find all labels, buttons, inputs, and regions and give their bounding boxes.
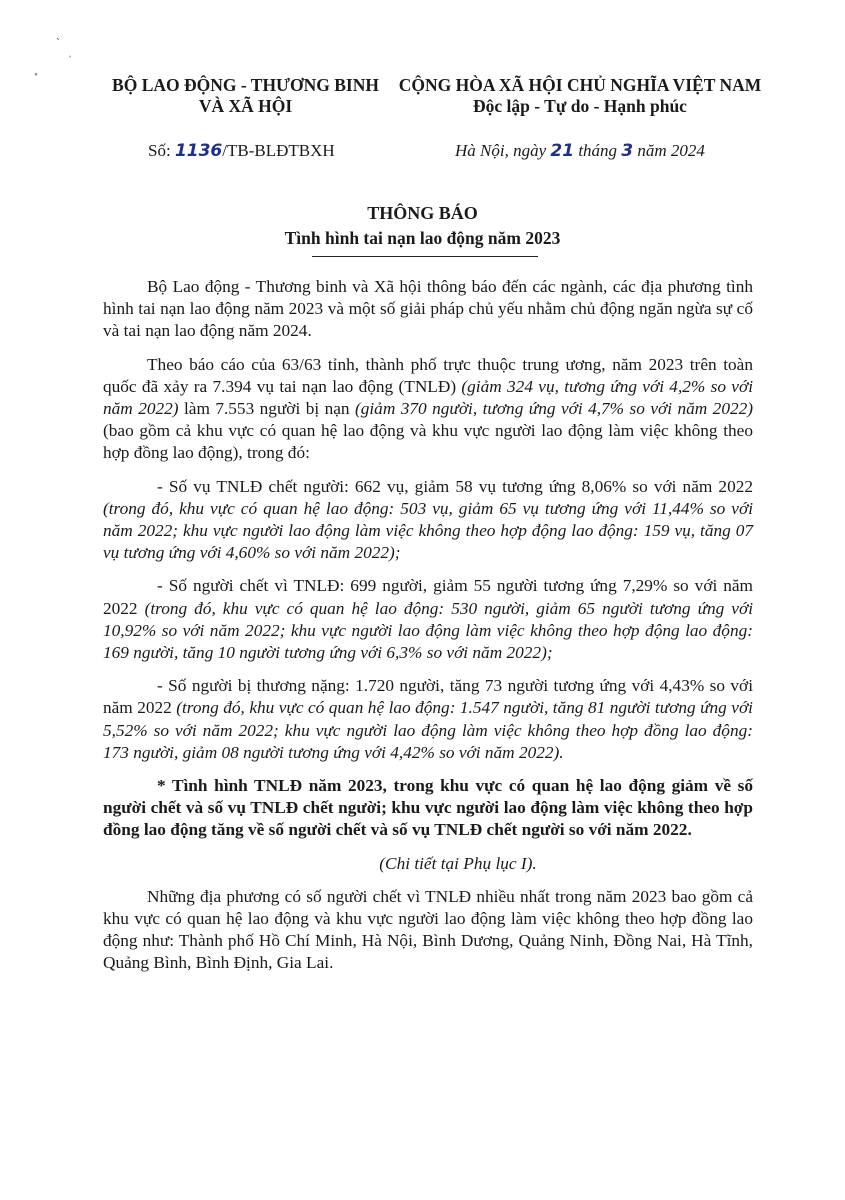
scan-speck: ˴ <box>56 30 60 44</box>
motto: Độc lập - Tự do - Hạnh phúc <box>473 96 687 116</box>
serious-injuries-item: - Số người bị thương nặng: 1.720 người, tăng 73 người tương ứng với 4,43% so với năm 2022 (trong đó, khu vực có quan hệ lao động: 1.547 người, tăng 81 người tương ứng với 5,52% so với năm 2022; khu vực người lao động làm việc không theo hợp đồng lao động: 173 người, giảm 08 người tương ứng với 4,42% so với năm 2022). <box>103 676 753 762</box>
localities-paragraph: Những địa phương có số người chết vì TNLĐ nhiều nhất trong năm 2023 bao gồm cả khu vực có quan hệ lao động và khu vực người lao động làm việc không theo hợp đồng lao động như: Thành phố Hồ Chí Minh, Hà Nội, Bình Dương, Quảng Ninh, Đồng Nai, Hà Tĩnh, Quảng Bình, Bình Định, Gia Lai. <box>103 886 753 973</box>
document-subtitle: Tình hình tai nạn lao động năm 2023 <box>284 228 561 248</box>
scan-speck: ˌ <box>68 44 72 58</box>
document-number: Số: 1136/TB-BLĐTBXH <box>148 141 335 161</box>
document-title: THÔNG BÁO <box>367 203 478 223</box>
intro-paragraph: Bộ Lao động - Thương binh và Xã hội thông báo đến các ngành, các địa phương tình hình tai nạn lao động năm 2023 và một số giải pháp chủ yếu nhằm chủ động ngăn ngừa sự cố và tai nạn lao động năm 2024. <box>103 277 753 341</box>
country-name: CỘNG HÒA XÃ HỘI CHỦ NGHĨA VIỆT NAM <box>398 75 762 95</box>
issuing-agency <box>103 75 388 117</box>
national-motto <box>395 75 765 117</box>
title-divider <box>312 256 538 257</box>
scan-speck: ˳ <box>34 62 38 76</box>
deaths-item: - Số người chết vì TNLĐ: 699 người, giảm 55 người tương ứng 7,29% so với năm 2022 (trong đó, khu vực có quan hệ lao động: 530 người, giảm 65 người tương ứng với 10,92% so với năm 2022; khu vực người lao động làm việc không theo hợp động lao động: 169 người, tăng 10 người tương ứng với 6,3% so với năm 2022); <box>103 576 753 663</box>
handwritten-month: 3 <box>621 141 634 161</box>
appendix-reference: (Chi tiết tại Phụ lục I). <box>379 853 537 873</box>
agency-line-1: BỘ LAO ĐỘNG - THƯƠNG BINH <box>112 75 379 95</box>
fatal-accidents-item: - Số vụ TNLĐ chết người: 662 vụ, giảm 58 vụ tương ứng 8,06% so với năm 2022 (trong đó, khu vực có quan hệ lao động: 503 vụ, giảm 65 vụ tương ứng với 11,44% so với năm 2022; khu vực người lao động làm việc không theo hợp động lao động: 159 vụ, tăng 07 vụ tương ứng với 4,60% so với năm 2022); <box>103 476 753 563</box>
document-date: Hà Nội, ngày 21 tháng 3 năm 2024 <box>455 141 705 161</box>
handwritten-number: 1136 <box>174 141 223 161</box>
document-body <box>103 276 753 986</box>
handwritten-day: 21 <box>550 141 575 161</box>
agency-line-2: VÀ XÃ HỘI <box>198 96 293 116</box>
summary-paragraph: * Tình hình TNLĐ năm 2023, trong khu vực có quan hệ lao động giảm về số người chết và số vụ TNLĐ chết người; khu vực người lao động làm việc không theo hợp đồng lao động tăng về số người chết và số vụ TNLĐ chết người so với năm 2022. <box>103 776 753 840</box>
statistics-paragraph: Theo báo cáo của 63/63 tỉnh, thành phố trực thuộc trung ương, năm 2023 trên toàn quốc đã xảy ra 7.394 vụ tai nạn lao động (TNLĐ) (giảm 324 vụ, tương ứng với 4,2% so với năm 2022) làm 7.553 người bị nạn (giảm 370 người, tương ứng với 4,7% so với năm 2022) (bao gồm cả khu vực có quan hệ lao động và khu vực người lao động làm việc không theo hợp đồng lao động), trong đó: <box>103 354 753 463</box>
